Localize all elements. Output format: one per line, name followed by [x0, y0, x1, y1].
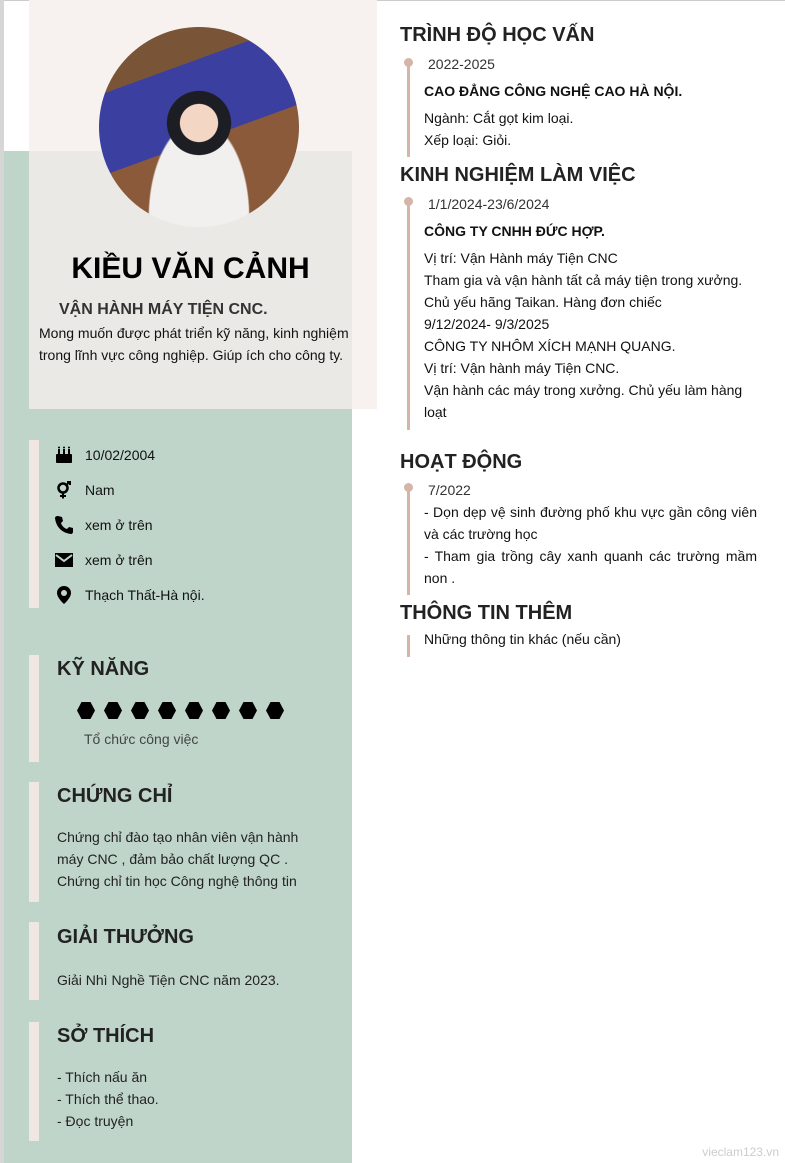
timeline-line — [407, 487, 410, 595]
skill-level-hex — [158, 702, 176, 719]
watermark: vieclam123.vn — [702, 1145, 779, 1159]
experience-line: Tham gia và vận hành tất cả máy tiện trong xưởng. — [424, 272, 743, 288]
experience-line: Vị trí: Vận Hành máy Tiện CNC — [424, 250, 618, 266]
hobbies-heading: SỞ THÍCH — [57, 1025, 155, 1047]
candidate-role: VẬN HÀNH MÁY TIỆN CNC. — [59, 301, 268, 318]
career-objective: Mong muốn được phát triển kỹ năng, kinh nghiệm trong lĩnh vực công nghiệp. Giúp ích cho công ty. — [39, 325, 349, 363]
experience-line: Vận hành các máy trong xưởng. Chủ yếu làm hàng loạt — [424, 382, 743, 420]
timeline-line — [407, 62, 410, 157]
certificates-list — [57, 826, 298, 892]
contact-address — [54, 585, 205, 605]
avatar — [99, 27, 299, 227]
candidate-name: KIỀU VĂN CẢNH — [71, 252, 310, 285]
education-date: 2022-2025 — [428, 56, 495, 72]
email-icon — [54, 550, 74, 570]
email-value: xem ở trên — [85, 552, 153, 568]
extra-text: Những thông tin khác (nếu cần) — [424, 631, 621, 647]
education-heading: TRÌNH ĐỘ HỌC VẤN — [400, 24, 595, 46]
activities-heading: HOẠT ĐỘNG — [400, 451, 523, 473]
skill-level-hex — [77, 702, 95, 719]
activity-line: - Tham gia trồng cây xanh quanh các trường mầm non . — [424, 548, 757, 586]
certificate-line: máy CNC , đảm bảo chất lượng QC . — [57, 851, 288, 867]
skill-level-hex — [104, 702, 122, 719]
gender-icon — [54, 480, 74, 500]
experience-heading: KINH NGHIỆM LÀM VIỆC — [400, 164, 636, 186]
location-icon — [54, 585, 74, 605]
timeline-dot — [404, 483, 413, 492]
activities-date: 7/2022 — [428, 482, 471, 498]
experience-line: Vị trí: Vận hành máy Tiện CNC. — [424, 360, 620, 376]
experience-date: 1/1/2024-23/6/2024 — [428, 196, 550, 212]
timeline-dot — [404, 58, 413, 67]
timeline-line — [407, 201, 410, 430]
education-details — [424, 107, 757, 151]
awards-bar — [29, 922, 39, 1000]
skill-level-hex — [239, 702, 257, 719]
activities-details — [424, 501, 757, 589]
address-value: Thạch Thất-Hà nội. — [85, 587, 205, 603]
awards-text: Giải Nhì Nghề Tiện CNC năm 2023. — [57, 972, 280, 988]
activity-line: - Dọn dẹp vệ sinh đường phố khu vực gần công viên và các trường học — [424, 504, 757, 542]
experience-line: Chủ yếu hãng Taikan. Hàng đơn chiếc — [424, 294, 662, 310]
contact-birthday — [54, 445, 155, 465]
skill-rating — [77, 702, 284, 719]
experience-line: 9/12/2024- 9/3/2025 — [424, 316, 550, 332]
experience-line: CÔNG TY NHÔM XÍCH MẠNH QUANG. — [424, 338, 676, 354]
gender-value: Nam — [85, 482, 115, 498]
birthday-cake-icon — [54, 445, 74, 465]
hobbies-bar — [29, 1022, 39, 1141]
phone-value: xem ở trên — [85, 517, 153, 533]
skill-level-hex — [185, 702, 203, 719]
skills-heading: KỸ NĂNG — [57, 658, 150, 680]
certificate-line: Chứng chỉ đào tạo nhân viên vận hành — [57, 829, 299, 845]
contact-bar — [29, 440, 39, 608]
skill-name: Tổ chức công việc — [84, 731, 199, 747]
certificate-line: Chứng chỉ tin học Công nghệ thông tin — [57, 873, 297, 889]
skill-level-hex — [131, 702, 149, 719]
skill-level-hex — [266, 702, 284, 719]
education-line: Xếp loại: Giỏi. — [424, 132, 512, 148]
certificates-heading: CHỨNG CHỈ — [57, 785, 173, 807]
education-school: CAO ĐẲNG CÔNG NGHỆ CAO HÀ NỘI. — [424, 83, 683, 99]
experience-company: CÔNG TY CNHH ĐỨC HỢP. — [424, 223, 605, 239]
contact-email — [54, 550, 153, 570]
timeline-dot — [404, 197, 413, 206]
experience-details — [424, 247, 757, 423]
skill-level-hex — [212, 702, 230, 719]
hobby-item: - Đọc truyện — [57, 1113, 134, 1129]
skills-bar — [29, 655, 39, 762]
education-line: Ngành: Cắt gọt kim loại. — [424, 110, 574, 126]
contact-phone — [54, 515, 153, 535]
phone-icon — [54, 515, 74, 535]
hobby-item: - Thích nấu ăn — [57, 1069, 148, 1085]
birthday-value: 10/02/2004 — [85, 447, 156, 463]
timeline-line — [407, 635, 410, 657]
hobbies-list — [57, 1066, 159, 1132]
awards-heading: GIẢI THƯỞNG — [57, 926, 194, 948]
hobby-item: - Thích thể thao. — [57, 1091, 159, 1107]
contact-gender — [54, 480, 115, 500]
extra-heading: THÔNG TIN THÊM — [400, 602, 573, 624]
certificates-bar — [29, 782, 39, 902]
